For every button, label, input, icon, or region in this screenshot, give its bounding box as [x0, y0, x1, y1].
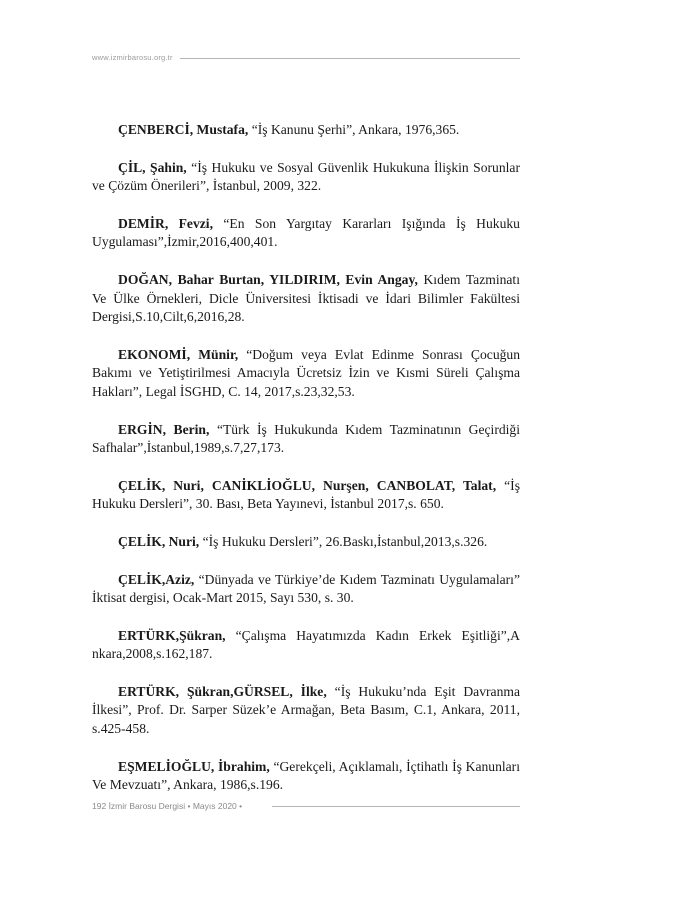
page-footer	[92, 801, 242, 811]
entry-author: ERTÜRK,Şükran,	[118, 627, 226, 643]
bibliography-entry	[92, 159, 520, 196]
bibliography-entry	[92, 758, 520, 795]
issue-date: Mayıs 2020	[192, 801, 237, 811]
entry-author: ÇİL, Şahin,	[118, 159, 187, 175]
entry-text: “İş Kanunu Şerhi”, Ankara, 1976,365.	[248, 122, 460, 137]
entry-author: ÇELİK,Aziz,	[118, 571, 195, 587]
bibliography-entry	[92, 121, 520, 140]
entry-author: EKONOMİ, Münir,	[118, 346, 239, 362]
entry-text: “Dünyada ve Türkiye’de Kıdem Tazminatı Uygulamaları” İktisat dergisi, Ocak-Mart 2015, Sayı 530, s. 30.	[92, 571, 520, 606]
entry-author: ERGİN, Berin,	[118, 421, 210, 437]
footer-separator: •	[239, 801, 243, 811]
entry-text: “İş Hukuku ve Sosyal Güvenlik Hukukuna İlişkin Sorunlar ve Çözüm Önerileri”, İstanbul, 2009, 322.	[92, 159, 520, 194]
bibliography-list	[92, 121, 520, 814]
bibliography-entry	[92, 346, 520, 402]
entry-text: “İş Hukuku Dersleri”, 30. Bası, Beta Yayınevi, İstanbul 2017,s. 650.	[92, 477, 520, 512]
page-number: 192	[92, 801, 107, 811]
entry-author: DOĞAN, Bahar Burtan, YILDIRIM, Evin Angay,	[118, 271, 418, 287]
bibliography-entry	[92, 421, 520, 458]
entry-text: “En Son Yargıtay Kararları Işığında İş Hukuku Uygulaması”,İzmir,2016,400,401.	[92, 215, 520, 250]
entry-text: “İş Hukuku’nda Eşit Davranma İlkesi”, Prof. Dr. Sarper Süzek’e Armağan, Beta Basım, C.1, Ankara, 2011, s.425-458.	[92, 683, 520, 737]
entry-text: “Doğum veya Evlat Edinme Sonrası Çocuğun Bakımı ve Yetiştirilmesi Amacıyla Ücretsiz İzin ve Kısmi Süreli Çalışma Hakları”, Legal İSGHD, C. 14, 2017,s.23,32,53.	[92, 346, 521, 399]
entry-author: ÇELİK, Nuri,	[118, 533, 200, 549]
entry-author: ÇENBERCİ, Mustafa,	[118, 122, 249, 137]
entry-author: DEMİR, Fevzi,	[118, 215, 213, 231]
bibliography-entry	[92, 533, 520, 552]
entry-author: ÇELİK, Nuri, CANİKLİOĞLU, Nurşen, CANBOLAT, Talat,	[118, 477, 497, 493]
entry-text: “Türk İş Hukukunda Kıdem Tazminatının Geçirdiği Safhalar”,İstanbul,1989,s.7,27,173.	[92, 421, 520, 456]
bibliography-entry	[92, 477, 520, 514]
entry-text: “Gerekçeli, Açıklamalı, İçtihatlı İş Kanunları Ve Mevzuatı”, Ankara, 1986,s.196.	[92, 758, 520, 793]
bibliography-entry	[92, 571, 520, 608]
header-url: www.izmirbarosu.org.tr	[92, 53, 173, 62]
bibliography-entry	[92, 271, 520, 327]
footer-divider	[272, 806, 520, 807]
journal-name: İzmir Barosu Dergisi	[108, 801, 186, 811]
bibliography-entry	[92, 215, 520, 252]
footer-separator: •	[187, 801, 191, 811]
entry-author: EŞMELİOĞLU, İbrahim,	[118, 758, 270, 774]
entry-author: ERTÜRK, Şükran,GÜRSEL, İlke,	[118, 683, 327, 699]
bibliography-entry	[92, 683, 520, 739]
bibliography-entry	[92, 627, 520, 664]
entry-text: “İş Hukuku Dersleri”, 26.Baskı,İstanbul,2013,s.326.	[199, 533, 488, 549]
header-divider	[180, 58, 520, 59]
entry-text: Kıdem Tazminatı Ve Ülke Örnekleri, Dicle Üniversitesi İktisadi ve İdari Bilimler Fakültesi Dergisi,S.10,Cilt,6,2016,28.	[92, 271, 520, 325]
entry-text: “Çalışma Hayatımızda Kadın Erkek Eşitliği”,A nkara,2008,s.162,187.	[92, 627, 520, 662]
